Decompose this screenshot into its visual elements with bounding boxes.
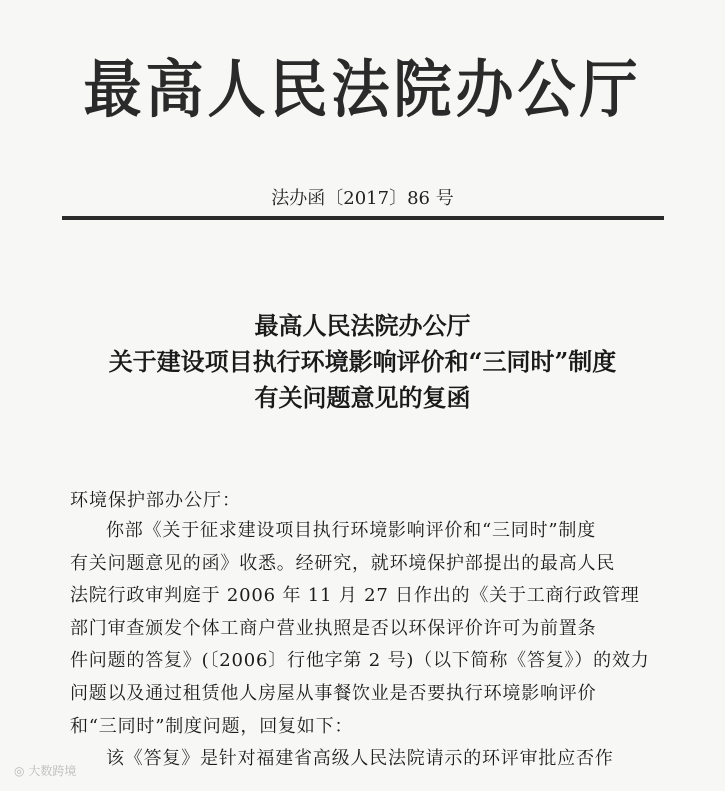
title-line-2: 关于建设项目执行环境影响评价和“三同时”制度 [108, 347, 617, 376]
body-text [70, 515, 692, 776]
body-line: 你部《关于征求建设项目执行环境影响评价和“三同时”制度 [106, 520, 597, 541]
body-line: 有关问题意见的函》收悉。经研究，就环境保护部提出的最高人民 [70, 552, 616, 574]
body-line: 法院行政审判庭于 2006 年 11 月 27 日作出的《关于工商行政管理 [70, 585, 640, 607]
body-line: 问题以及通过租赁他人房屋从事餐饮业是否要执行环境影响评价 [70, 682, 597, 704]
watermark-logo-icon: ◎ [14, 764, 25, 778]
document-title [0, 308, 725, 416]
title-line-3: 有关问题意见的复函 [254, 383, 471, 412]
header-divider [62, 216, 664, 220]
watermark [14, 762, 76, 779]
body-line: 件问题的答复》(〔2006〕行他字第 2 号)（以下简称《答复》）的效力 [70, 650, 650, 672]
title-line-1: 最高人民法院办公厅 [254, 311, 471, 340]
body-line: 和“三同时”制度问题，回复如下： [70, 715, 354, 737]
body-line: 该《答复》是针对福建省高级人民法院请示的环评审批应否作 [106, 748, 614, 770]
watermark-text: 大数跨境 [28, 764, 77, 778]
body-line: 部门审查颁发个体工商户营业执照是否以环保评价许可为前置条 [70, 617, 597, 639]
issuing-agency-header: 最高人民法院办公厅 [83, 52, 642, 127]
addressee: 环境保护部办公厅： [70, 490, 241, 511]
document-number: 法办函〔2017〕86 号 [271, 188, 454, 209]
